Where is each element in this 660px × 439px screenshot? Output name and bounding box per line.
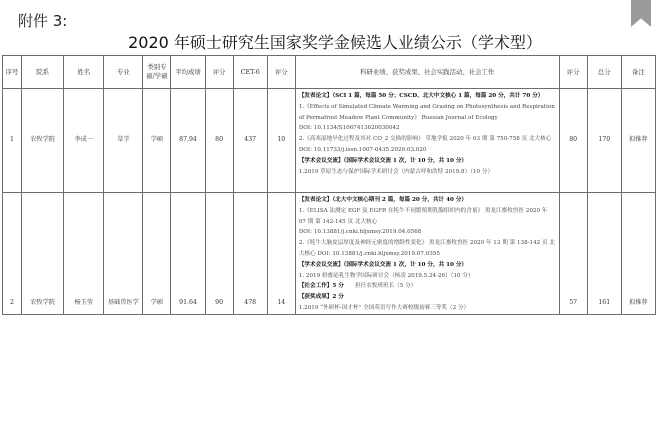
detail-heading: 【发表论文】（北大中文核心期刊 2 篇，每篇 20 分，共计 40 分） (298, 197, 468, 203)
cell-type: 学硕 (143, 193, 171, 315)
cell-no: 1 (3, 89, 22, 193)
detail-heading: 【发表论文】（SCI 1 篇，每篇 50 分；CSCD、北大中文核心 1 篇，每篇 20 分，共计 70 分） (298, 93, 544, 99)
detail-text: 1.《ELISA 法测定 EGF 及 EGFR 在牦牛不同繁殖期乳腺组织内的含量》 黑龙江畜牧兽医 2020 年 07 期 第 142-145 页 北大核心 (298, 207, 548, 225)
column-header: 评分 (559, 56, 587, 89)
detail-text: 2.《牦牛大脑皮层厚度及神经元密度的增龄性变化》 黑龙江畜牧兽医 2020 年 13 期 第 138-142 页 北大核心 DOI: 10.13881/j.cnki.hljxmsy.2019.07.0395 (298, 240, 555, 257)
detail-heading: 【学术会议交流】（国际学术会议交流 1 次，计 10 分，共 10 分） (298, 157, 468, 164)
detail-text: 1.《Effects of Simulated Climate Warming and Grazing on Photosynthesis and Respiration of Permafrost Meadow Plant Community》 Russian Journal of Ecology (298, 103, 555, 121)
cell-cet6-rating: 10 (267, 89, 295, 193)
detail-heading: 【学术会议交流】（国际学术会议交流 1 次，计 10 分，共 10 分） (298, 261, 468, 268)
cell-department: 农牧学院 (22, 89, 64, 193)
detail-text: DOI: 10.1134/S1067413620030042 (298, 125, 400, 132)
table-row (3, 89, 656, 193)
cell-major: 草学 (104, 89, 143, 193)
column-header: CET-6 (233, 56, 267, 89)
cell-avg-score: 87.94 (171, 89, 205, 193)
column-header: 类别专硕/学硕 (143, 56, 171, 89)
detail-heading: 【获奖成果】2 分 (298, 294, 344, 301)
cell-type: 学硕 (143, 89, 171, 193)
detail-text: 担任农牧班班长（5 分） (343, 283, 417, 290)
cell-avg-rating: 90 (205, 193, 233, 315)
cell-remark: 拟推荐 (621, 193, 655, 315)
column-header: 评分 (205, 56, 233, 89)
column-header: 科研业绩、获奖成果、社会实践活动、社会工作 (295, 56, 559, 89)
detail-text: DOI: 10.13881/j.cnki.hljxmsy.2019.04.0568 (298, 229, 422, 236)
cell-name: 李成一 (64, 89, 104, 193)
attachment-label: 附件 3: (18, 12, 68, 30)
cell-cet6: 437 (233, 89, 267, 193)
table-row (3, 193, 656, 315)
column-header: 备注 (621, 56, 655, 89)
column-header: 姓名 (64, 56, 104, 89)
table-header-row (3, 56, 656, 89)
detail-text: DOI: 10.11733/j.issn.1007-0435.2020.03.020 (298, 146, 427, 153)
cell-research-rating: 80 (559, 89, 587, 193)
cell-total: 170 (587, 89, 621, 193)
column-header: 专业 (104, 56, 143, 89)
cell-total: 161 (587, 193, 621, 315)
column-header: 院系 (22, 56, 64, 89)
cell-avg-rating: 80 (205, 89, 233, 193)
detail-text: 1.2019 “外研杯-国才杯” 全国英语写作大赛校级初赛三等奖（2 分） (298, 304, 470, 311)
detail-text: 1.2019 草原生态与保护国际学术研讨会（内蒙古呼和浩特 2019.8）（10 分） (298, 168, 494, 175)
cell-research-details (295, 193, 559, 315)
cell-no: 2 (3, 193, 22, 315)
column-header: 评分 (267, 56, 295, 89)
detail-text: 1. 2019 奶畜泌乳生物学国际研讨会（杨凌 2019.5.24-26）（10 分） (298, 272, 474, 279)
page-title: 2020 年硕士研究生国家奖学金候选人业绩公示（学术型） (128, 33, 542, 52)
cell-name: 杨玉莹 (64, 193, 104, 315)
cell-cet6-rating: 14 (267, 193, 295, 315)
detail-heading: 【社会工作】5 分 (298, 283, 344, 290)
cell-department: 农牧学院 (22, 193, 64, 315)
candidate-table (2, 55, 656, 315)
bookmark-icon[interactable] (631, 0, 651, 27)
column-header: 序号 (3, 56, 22, 89)
cell-major: 基础兽医学 (104, 193, 143, 315)
cell-cet6: 478 (233, 193, 267, 315)
cell-avg-score: 91.64 (171, 193, 205, 315)
column-header: 平均成绩 (171, 56, 205, 89)
detail-text: 2.《高寒湿地旱化过程及其对 CO_2 交换的影响》 草地学报 2020 年 03 期 第 750-758 页 北大核心 (298, 136, 552, 143)
cell-research-rating: 57 (559, 193, 587, 315)
column-header: 总分 (587, 56, 621, 89)
cell-remark: 拟推荐 (621, 89, 655, 193)
cell-research-details (295, 89, 559, 193)
